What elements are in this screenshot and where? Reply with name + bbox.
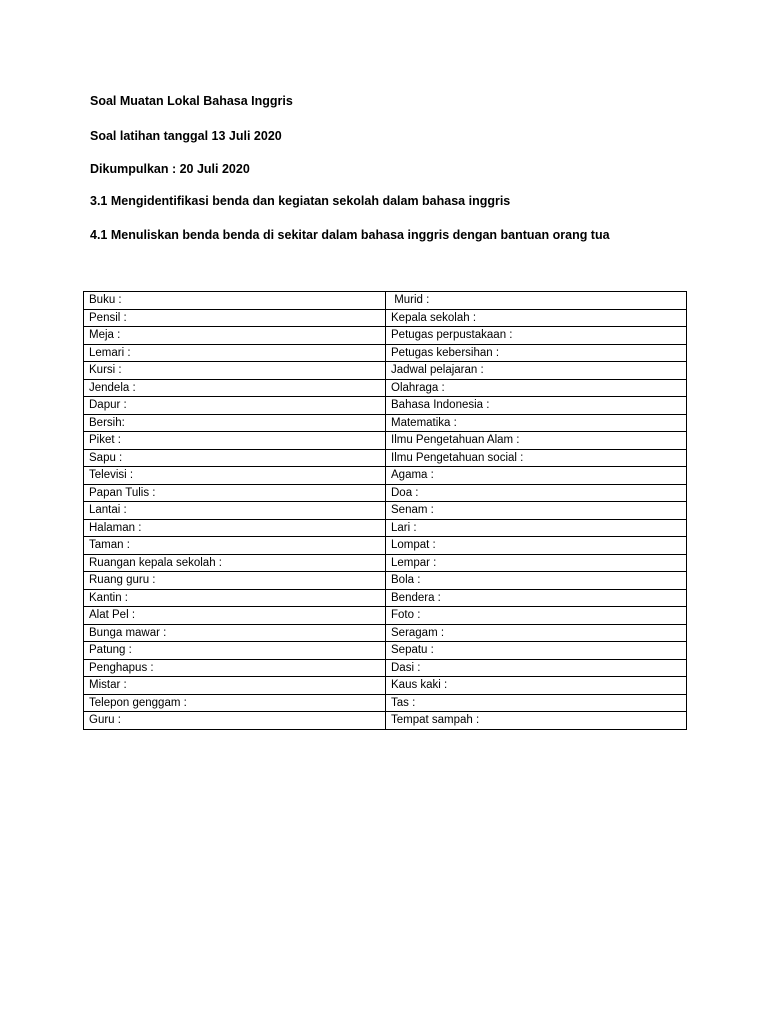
table-cell-school-activity: Petugas kebersihan : xyxy=(386,344,687,362)
table-row xyxy=(84,379,687,397)
table-row xyxy=(84,554,687,572)
table-cell-school-activity: Tempat sampah : xyxy=(386,712,687,730)
table-row xyxy=(84,397,687,415)
table-cell-school-activity: Jadwal pelajaran : xyxy=(386,362,687,380)
table-cell-school-activity: Bahasa Indonesia : xyxy=(386,397,687,415)
table-cell-school-activity: Agama : xyxy=(386,467,687,485)
table-row xyxy=(84,344,687,362)
table-cell-object: Alat Pel : xyxy=(84,607,386,625)
table-row xyxy=(84,677,687,695)
table-cell-school-activity: Petugas perpustakaan : xyxy=(386,327,687,345)
table-cell-object: Halaman : xyxy=(84,519,386,537)
table-row xyxy=(84,572,687,590)
table-cell-school-activity: Tas : xyxy=(386,694,687,712)
exercise-date: Soal latihan tanggal 13 Juli 2020 xyxy=(90,129,282,143)
table-row xyxy=(84,484,687,502)
table-cell-object: Lantai : xyxy=(84,502,386,520)
table-cell-school-activity: Kepala sekolah : xyxy=(386,309,687,327)
table-row xyxy=(84,589,687,607)
table-cell-school-activity: Bola : xyxy=(386,572,687,590)
table-row xyxy=(84,449,687,467)
table-cell-school-activity: Lompat : xyxy=(386,537,687,555)
table-cell-school-activity: Foto : xyxy=(386,607,687,625)
table-cell-object: Telepon genggam : xyxy=(84,694,386,712)
table-cell-school-activity: Senam : xyxy=(386,502,687,520)
table-cell-school-activity: Lari : xyxy=(386,519,687,537)
competency-3-1: 3.1 Mengidentifikasi benda dan kegiatan sekolah dalam bahasa inggris xyxy=(90,194,511,208)
table-cell-object: Sapu : xyxy=(84,449,386,467)
table-cell-object: Kantin : xyxy=(84,589,386,607)
table-cell-object: Penghapus : xyxy=(84,659,386,677)
table-cell-school-activity: Ilmu Pengetahuan Alam : xyxy=(386,432,687,450)
vocabulary-table xyxy=(83,291,687,730)
submission-date: Dikumpulkan : 20 Juli 2020 xyxy=(90,162,250,176)
table-cell-object: Ruangan kepala sekolah : xyxy=(84,554,386,572)
table-row xyxy=(84,467,687,485)
table-cell-object: Kursi : xyxy=(84,362,386,380)
table-cell-school-activity: Sepatu : xyxy=(386,642,687,660)
table-cell-object: Lemari : xyxy=(84,344,386,362)
table-cell-object: Bersih: xyxy=(84,414,386,432)
competency-4-1: 4.1 Menuliskan benda benda di sekitar dalam bahasa inggris dengan bantuan orang tua xyxy=(90,228,610,242)
table-cell-school-activity: Olahraga : xyxy=(386,379,687,397)
table-cell-school-activity: Doa : xyxy=(386,484,687,502)
table-cell-object: Bunga mawar : xyxy=(84,624,386,642)
table-row xyxy=(84,432,687,450)
table-cell-object: Papan Tulis : xyxy=(84,484,386,502)
table-cell-object: Pensil : xyxy=(84,309,386,327)
table-cell-object: Taman : xyxy=(84,537,386,555)
table-row xyxy=(84,642,687,660)
table-cell-school-activity: Seragam : xyxy=(386,624,687,642)
table-row xyxy=(84,502,687,520)
table-cell-object: Jendela : xyxy=(84,379,386,397)
table-row xyxy=(84,327,687,345)
table-cell-object: Ruang guru : xyxy=(84,572,386,590)
table-cell-object: Mistar : xyxy=(84,677,386,695)
table-cell-object: Piket : xyxy=(84,432,386,450)
table-cell-object: Guru : xyxy=(84,712,386,730)
table-cell-object: Meja : xyxy=(84,327,386,345)
table-cell-object: Patung : xyxy=(84,642,386,660)
table-row xyxy=(84,309,687,327)
table-row xyxy=(84,624,687,642)
table-row xyxy=(84,607,687,625)
table-cell-school-activity: Murid : xyxy=(386,292,687,310)
table-row xyxy=(84,694,687,712)
table-row xyxy=(84,712,687,730)
document-title: Soal Muatan Lokal Bahasa Inggris xyxy=(90,94,293,108)
table-cell-school-activity: Ilmu Pengetahuan social : xyxy=(386,449,687,467)
table-row xyxy=(84,362,687,380)
table-row xyxy=(84,414,687,432)
table-row xyxy=(84,659,687,677)
table-cell-object: Dapur : xyxy=(84,397,386,415)
table-cell-school-activity: Matematika : xyxy=(386,414,687,432)
table-cell-object: Televisi : xyxy=(84,467,386,485)
table-row xyxy=(84,519,687,537)
table-cell-school-activity: Kaus kaki : xyxy=(386,677,687,695)
vocabulary-table-body xyxy=(84,292,687,730)
table-row xyxy=(84,537,687,555)
table-row xyxy=(84,292,687,310)
table-cell-school-activity: Bendera : xyxy=(386,589,687,607)
table-cell-school-activity: Dasi : xyxy=(386,659,687,677)
table-cell-object: Buku : xyxy=(84,292,386,310)
table-cell-school-activity: Lempar : xyxy=(386,554,687,572)
